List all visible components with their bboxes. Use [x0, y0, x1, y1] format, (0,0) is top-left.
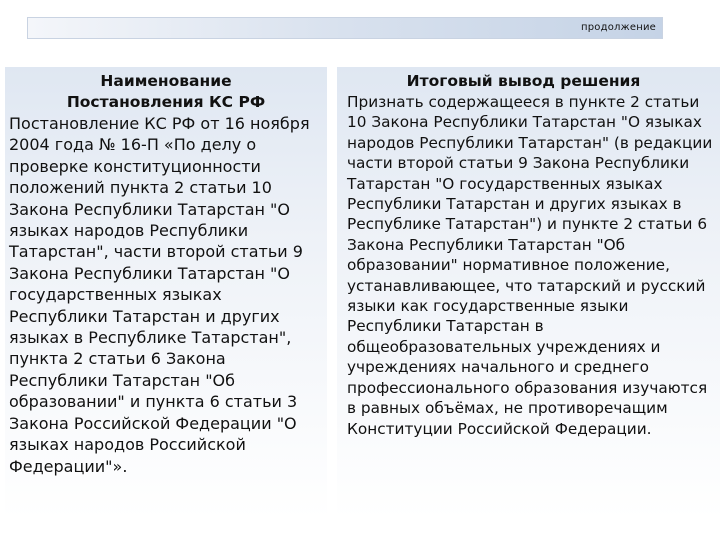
left-header-line2: Постановления КС РФ [66, 93, 266, 111]
continuation-label: продолжение [581, 22, 656, 33]
left-column [5, 67, 327, 519]
left-column-body: Постановление КС РФ от 16 ноября 2004 года № 16-П «По делу о проверке конституционности положений пункта 2 статьи 10 Закона Республики Татарстан "О языках народов Республики Татарстан", части второй статьи 9 Закона Республики Татарстан "О государственных языках Республики Татарстан и других языках в Республике Татарстан", пункта 2 статьи 6 Закона Республики Татарстан "Об образовании" и пункта 6 статьи 3 Закона Российской Федерации "О языках народов Российской Федерации"». [9, 114, 310, 476]
left-header-line1: Наименование [100, 72, 232, 90]
left-column-header [9, 71, 323, 113]
right-column [337, 67, 720, 519]
right-column-body: Признать содержащееся в пункте 2 статьи 10 Закона Республики Татарстан "О языках народов Республики Татарстан" (в редакции части второй статьи 9 Закона Республики Татарстан "О государственных языках Республики Татарстан и других языках в Республике Татарстан") и пункте 2 статьи 6 Закона Республики Татарстан "Об образовании" нормативное положение, устанавливающее, что татарский и русский языки как государственные языки Республики Татарстан в общеобразовательных учреждениях и учреждениях начального и среднего профессионального образования изучаются в равных объёмах, не противоречащим Конституции Российской Федерации. [347, 93, 713, 438]
right-column-header: Итоговый вывод решения [406, 72, 641, 90]
continuation-banner [27, 17, 663, 39]
